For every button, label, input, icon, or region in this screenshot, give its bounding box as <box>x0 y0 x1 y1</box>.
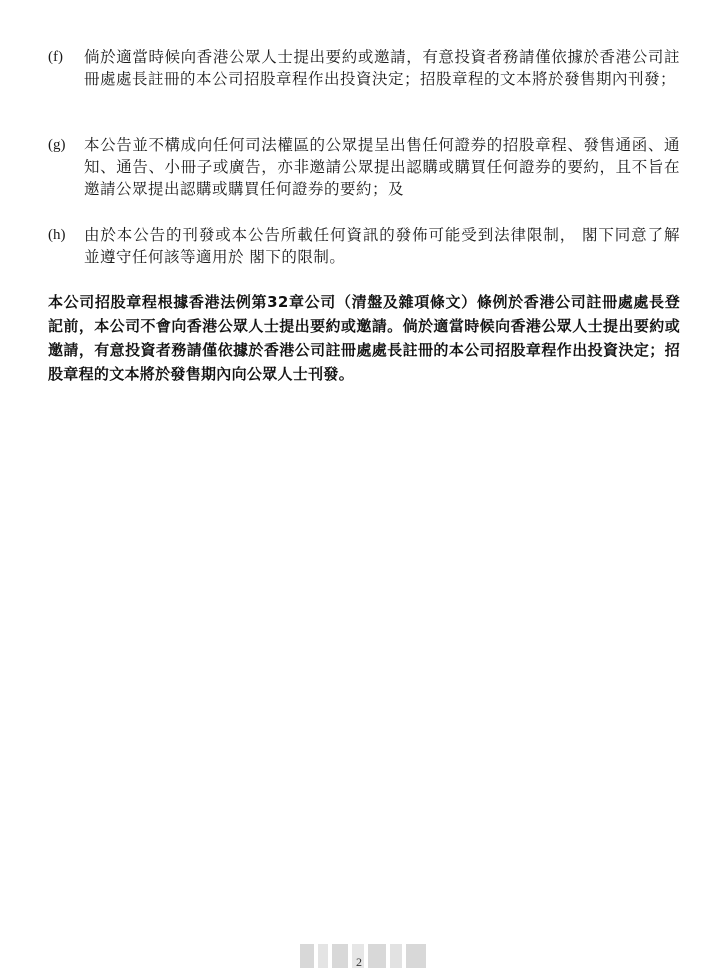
item-marker: (f) <box>48 49 63 65</box>
item-text: 由於本公告的刊發或本公告所載任何資訊的發佈可能受到法律限制， 閣下同意了解並遵守任何該等適用於 閣下的限制。 <box>84 226 680 266</box>
list-item-h <box>48 224 688 268</box>
list-item-g <box>48 134 688 200</box>
page-number: 2 <box>356 955 362 969</box>
item-marker: (h) <box>48 227 66 243</box>
item-text: 本公告並不構成向任何司法權區的公眾提呈出售任何證券的招股章程、發售通函、通知、通告、小冊子或廣告，亦非邀請公眾提出認購或購買任何證券的要約，且不旨在邀請公眾提出認購或購買任何證券的要約；及 <box>84 136 680 198</box>
item-marker: (g) <box>48 137 66 153</box>
bold-disclaimer-paragraph: 本公司招股章程根據香港法例第32章公司（清盤及雜項條文）條例於香港公司註冊處處長登記前，本公司不會向香港公眾人士提出要約或邀請。倘於適當時候向香港公眾人士提出要約或邀請，有意投資者務請僅依據於香港公司註冊處處長註冊的本公司招股章程作出投資決定；招股章程的文本將於發售期內向公眾人士刊發。 <box>48 293 680 383</box>
footer-redaction-bar <box>300 944 430 968</box>
list-item-f <box>48 46 688 90</box>
item-text: 倘於適當時候向香港公眾人士提出要約或邀請，有意投資者務請僅依據於香港公司註冊處處長註冊的本公司招股章程作出投資決定；招股章程的文本將於發售期內刊發； <box>84 48 680 88</box>
